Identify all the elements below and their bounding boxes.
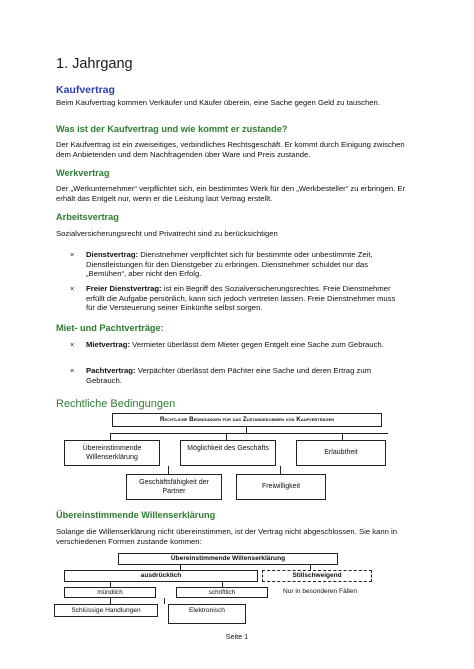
- bullet-pachtvertrag: [86, 366, 404, 385]
- bullet-term: Mietvertrag:: [86, 340, 131, 349]
- kaufvertrag-heading: Kaufvertrag: [56, 84, 115, 96]
- stillschweigend-box: Stillschweigend: [262, 570, 372, 582]
- bullet-icon: ×: [70, 250, 75, 259]
- diagram-title-box: Rechtliche Bedingungen für das Zustandekommen von Kaufverträgen: [112, 413, 382, 427]
- bullet-term: Dienstvertrag:: [86, 250, 139, 259]
- connector-line: [168, 466, 169, 474]
- bullet-freier-dienstvertrag: [86, 284, 404, 313]
- page-title: 1. Jahrgang: [56, 56, 133, 72]
- bullet-text: Verpächter überlässt dem Pächter eine Sache und deren Ertrag zum Gebrauch.: [86, 366, 372, 385]
- root-box: Übereinstimmende Willenserklärung: [118, 553, 338, 565]
- arbeitsvertrag-heading: Arbeitsvertrag: [56, 212, 119, 222]
- arbeitsvertrag-text: Sozialversicherungsrecht und Privatrecht sind zu berücksichtigen: [56, 229, 278, 238]
- bullet-icon: ×: [70, 340, 75, 349]
- bullet-text: Vermieter überlässt dem Mieter gegen Entgelt eine Sache zum Gebrauch.: [130, 340, 384, 349]
- werkvertrag-heading: Werkvertrag: [56, 168, 110, 178]
- schluessige-box: Schlüssige Handlungen: [54, 604, 158, 617]
- box-erlaubtheit: Erlaubtheit: [296, 440, 386, 466]
- elektronisch-box: Elektronisch: [168, 604, 246, 624]
- bullet-mietvertrag: [86, 340, 404, 350]
- bullet-icon: ×: [70, 284, 75, 293]
- connector-line: [110, 433, 111, 440]
- connector-line: [110, 433, 388, 434]
- box-willenserklaerung: Übereinstimmende Willenserklärung: [64, 440, 160, 466]
- bullet-term: Pachtvertrag:: [86, 366, 136, 375]
- willens-text: Solange die Willenserklärung nicht übereinstimmen, ist der Vertrag nicht abgeschlossen. Sie kann in verschiedenen Formen zustande kommen:: [56, 527, 397, 546]
- q1-text: Der Kaufvertrag ist ein zweiseitiges, verbindliches Rechtsgeschäft. Er kommt durch Einigung zwischen dem Anbietenden und dem Nachfragenden über Ware und Preis zustande.: [56, 140, 405, 159]
- connector-line: [226, 433, 227, 440]
- bullet-term: Freier Dienstvertrag:: [86, 284, 162, 293]
- muendlich-box: mündlich: [64, 587, 156, 598]
- rechtliche-heading: Rechtliche Bedingungen: [56, 398, 176, 410]
- ausdruecklich-box: ausdrücklich: [64, 570, 258, 582]
- werkvertrag-text: Der „Werkunternehmer“ verpflichtet sich, ein bestimmtes Werk für den „Werkbesteller“ zu erbringen. Er erhält das Entgelt nur, wenn er die Leistung laut Vertrag erstellt.: [56, 184, 406, 203]
- bullet-text: Dienstnehmer verpflichtet sich für bestimmte oder unbestimmte Zeit, Dienstleistungen für den Dienstgeber zu erbringen. Dienstnehmer schuldet nur das „Bemühen“, aber nicht den Erfolg.: [86, 250, 373, 279]
- schriftlich-box: schriftlich: [176, 587, 268, 598]
- willens-heading: Übereinstimmende Willenserklärung: [56, 510, 216, 520]
- connector-line: [280, 466, 281, 474]
- bullet-icon: ×: [70, 366, 75, 375]
- connector-line: [164, 598, 165, 604]
- q1-heading: Was ist der Kaufvertrag und wie kommt er zustande?: [56, 124, 288, 134]
- connector-line: [342, 433, 343, 440]
- box-geschaeftsfaehigkeit: Geschäftsfähigkeit der Partner: [126, 474, 222, 500]
- bullet-dienstvertrag: [86, 250, 404, 279]
- kaufvertrag-text: Beim Kaufvertrag kommen Verkäufer und Käufer überein, eine Sache gegen Geld zu tauschen.: [56, 98, 380, 107]
- bullet-text: ist ein Begriff des Sozialversicherungsrechtes. Freie Dienstnehmer erfüllt die Aufgabe persönlich, kann sich jedoch vertreten lassen. Freie Dienstnehmer muss für die Versteuerung seiner Einkünfte selbst sorgen.: [86, 284, 396, 313]
- box-moeglichkeit: Möglichkeit des Geschäfts: [180, 440, 276, 466]
- besondere-label: Nur in besonderen Fällen: [282, 588, 358, 595]
- box-freiwilligkeit: Freiwilligkeit: [236, 474, 326, 500]
- miet-heading: Miet- und Pachtverträge:: [56, 323, 164, 333]
- page-footer: Seite 1: [225, 632, 249, 641]
